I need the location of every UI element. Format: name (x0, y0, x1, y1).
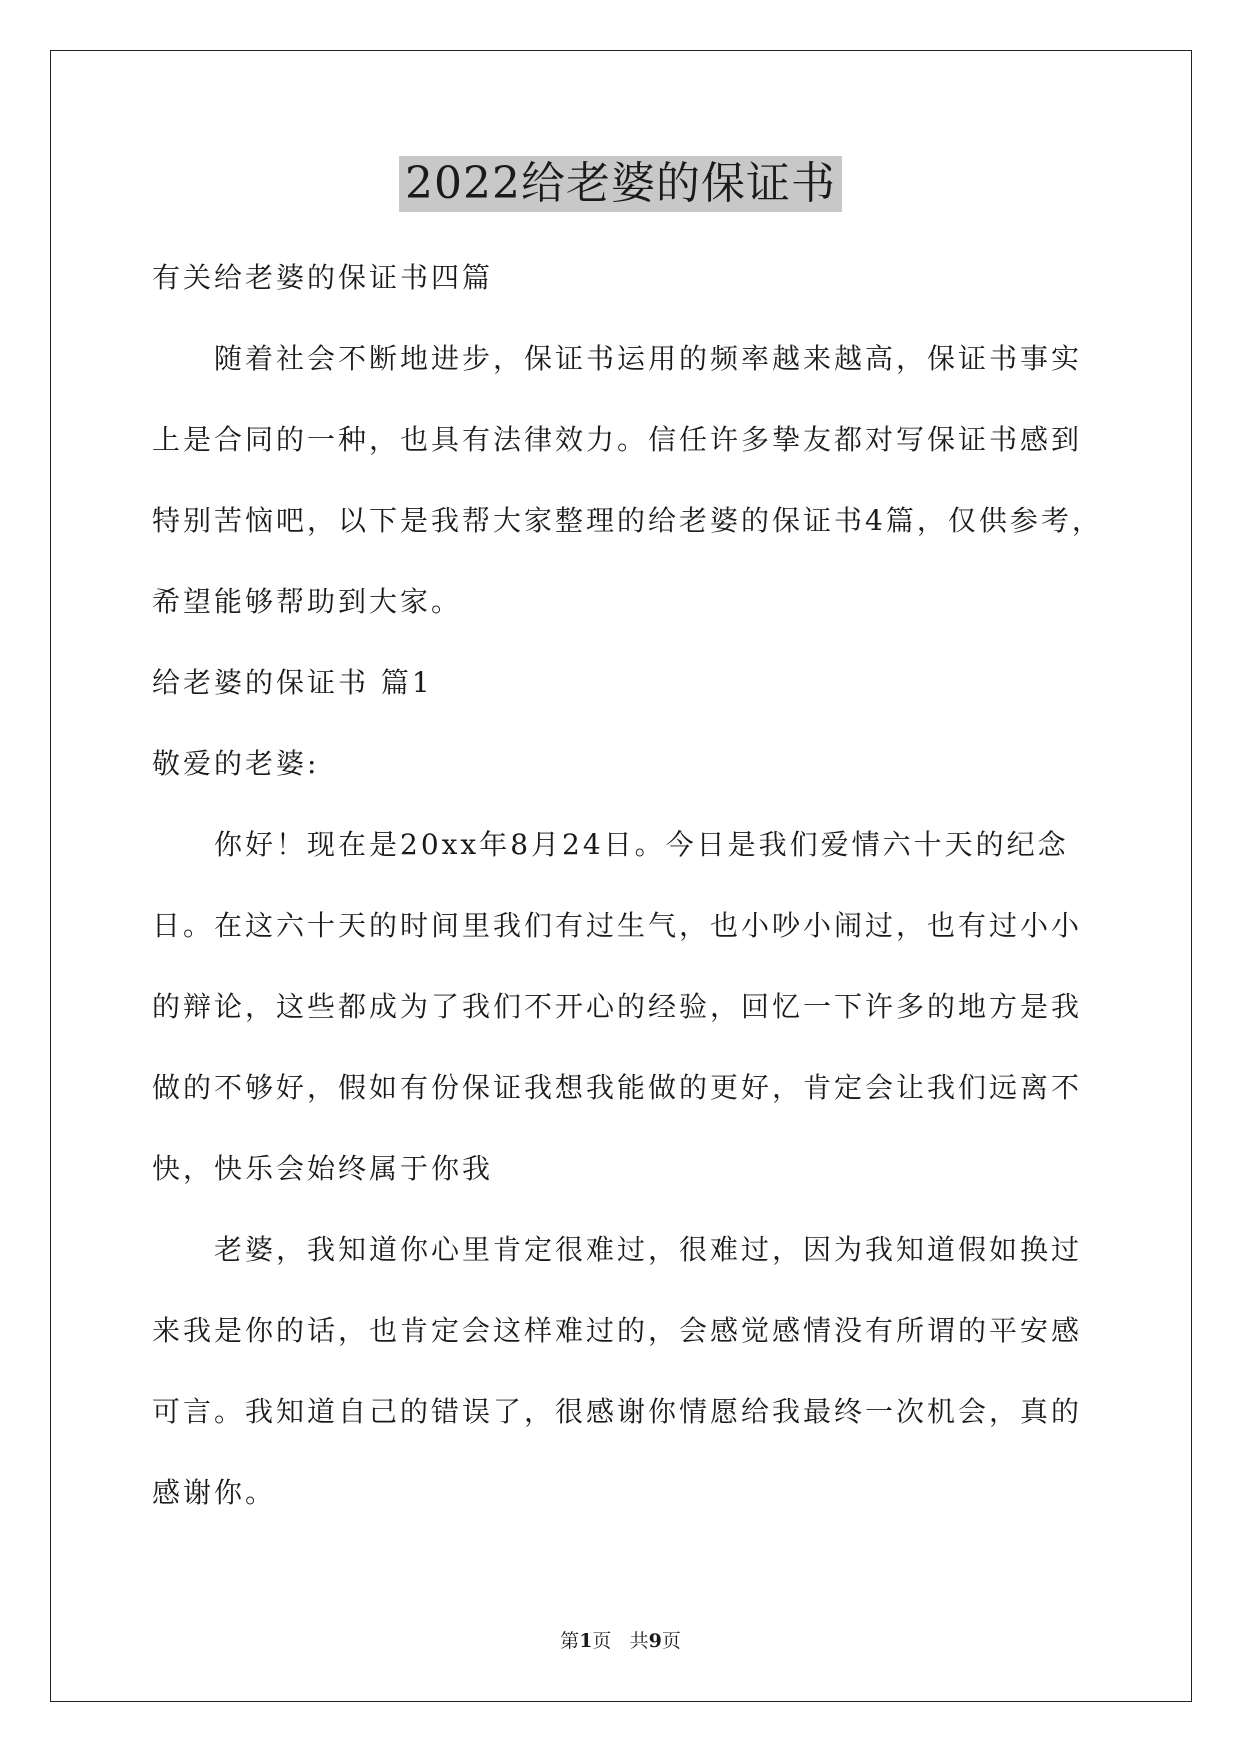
title-container (0, 156, 1241, 212)
body-line: 希望能够帮助到大家。 (152, 585, 463, 618)
salutation: 敬爱的老婆: (152, 747, 320, 780)
body-line: 特别苦恼吧，以下是我帮大家整理的给老婆的保证书4篇，仅供参考， (152, 504, 1103, 537)
document-title: 2022给老婆的保证书 (399, 156, 842, 212)
body-line: 你好！现在是20xx年8月24日。今日是我们爱情六十天的纪念 (214, 828, 1069, 861)
page-prefix: 第 (560, 1630, 580, 1652)
document-body (152, 237, 1103, 1533)
body-line: 快，快乐会始终属于你我 (152, 1152, 494, 1185)
body-line: 来我是你的话，也肯定会这样难过的，会感觉感情没有所谓的平安感 (152, 1314, 1083, 1347)
body-line: 做的不够好，假如有份保证我想我能做的更好，肯定会让我们远离不 (152, 1071, 1083, 1104)
page-footer (0, 1626, 1241, 1653)
body-line: 上是合同的一种，也具有法律效力。信任许多挚友都对写保证书感到 (152, 423, 1083, 456)
page-current: 1 (579, 1630, 593, 1652)
body-line: 老婆，我知道你心里肯定很难过，很难过，因为我知道假如换过 (214, 1233, 1083, 1266)
body-line: 有关给老婆的保证书四篇 (152, 261, 494, 294)
page-total: 9 (648, 1630, 662, 1652)
body-line: 可言。我知道自己的错误了，很感谢你情愿给我最终一次机会，真的 (152, 1395, 1083, 1428)
total-suffix: 页 (661, 1630, 681, 1652)
body-line: 随着社会不断地进步，保证书运用的频率越来越高，保证书事实 (214, 342, 1083, 375)
body-line: 日。在这六十天的时间里我们有过生气，也小吵小闹过，也有过小小 (152, 909, 1083, 942)
body-line: 的辩论，这些都成为了我们不开心的经验，回忆一下许多的地方是我 (152, 990, 1083, 1023)
section-heading: 给老婆的保证书 篇1 (152, 666, 433, 699)
total-prefix: 共 (629, 1630, 649, 1652)
page-suffix: 页 (592, 1630, 612, 1652)
body-line: 感谢你。 (152, 1476, 277, 1509)
